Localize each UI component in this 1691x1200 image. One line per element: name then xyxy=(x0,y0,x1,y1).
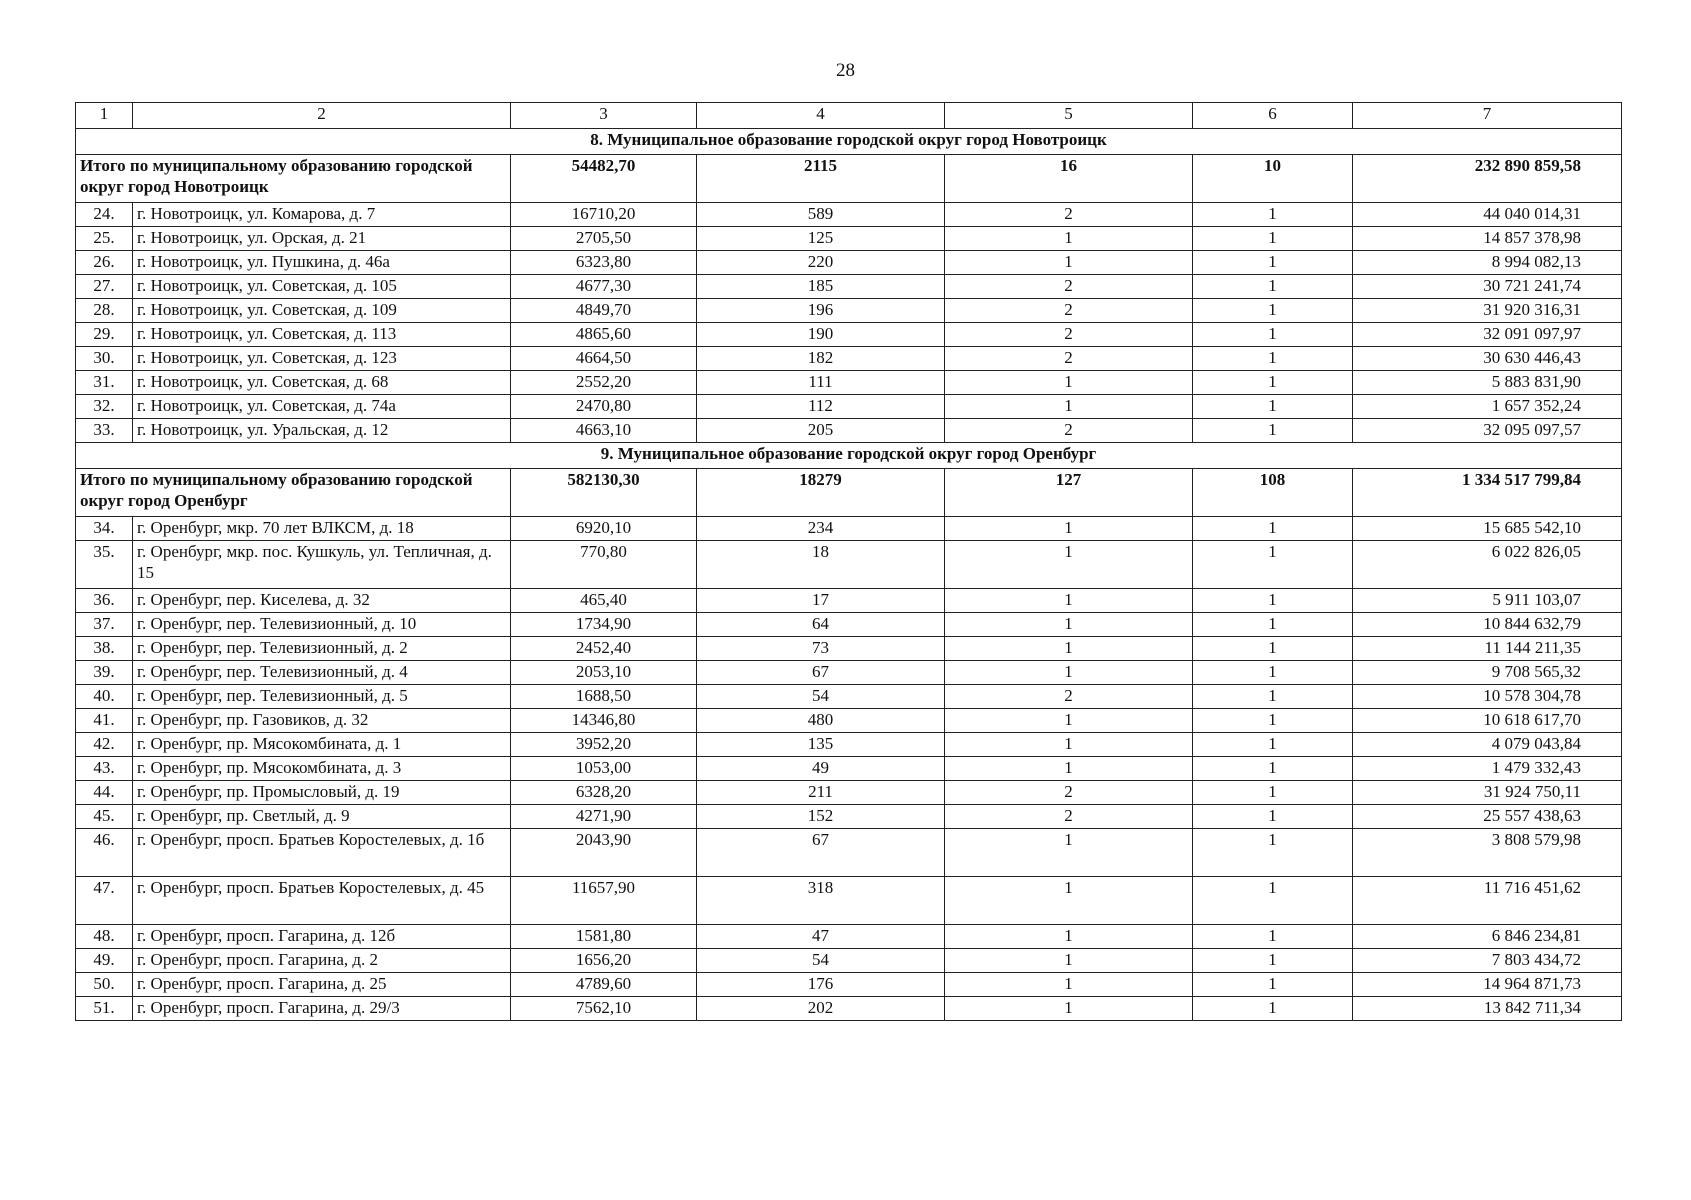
row-col5: 1 xyxy=(945,371,1193,395)
row-col6: 1 xyxy=(1193,757,1353,781)
row-number: 41. xyxy=(76,709,133,733)
row-sum: 11 144 211,35 xyxy=(1353,637,1622,661)
row-col4: 234 xyxy=(697,517,945,541)
row-number: 29. xyxy=(76,323,133,347)
table-row xyxy=(76,757,1622,781)
row-sum: 10 844 632,79 xyxy=(1353,613,1622,637)
row-number: 31. xyxy=(76,371,133,395)
row-col4: 589 xyxy=(697,203,945,227)
row-sum: 15 685 542,10 xyxy=(1353,517,1622,541)
row-address: г. Оренбург, пер. Телевизионный, д. 4 xyxy=(133,661,511,685)
table-row xyxy=(76,637,1622,661)
table-row xyxy=(76,685,1622,709)
row-area: 1734,90 xyxy=(511,613,697,637)
row-col4: 125 xyxy=(697,227,945,251)
row-col5: 2 xyxy=(945,419,1193,443)
row-col4: 47 xyxy=(697,925,945,949)
row-address: г. Оренбург, просп. Гагарина, д. 29/3 xyxy=(133,997,511,1021)
page-number: 28 xyxy=(836,60,855,81)
row-col6: 1 xyxy=(1193,323,1353,347)
header-cell: 2 xyxy=(133,103,511,129)
row-sum: 6 022 826,05 xyxy=(1353,541,1622,589)
row-col5: 2 xyxy=(945,805,1193,829)
row-number: 40. xyxy=(76,685,133,709)
row-col5: 1 xyxy=(945,227,1193,251)
row-number: 34. xyxy=(76,517,133,541)
row-col5: 2 xyxy=(945,275,1193,299)
table-row xyxy=(76,949,1622,973)
row-col6: 1 xyxy=(1193,371,1353,395)
row-col5: 1 xyxy=(945,709,1193,733)
row-area: 4677,30 xyxy=(511,275,697,299)
row-col4: 480 xyxy=(697,709,945,733)
row-number: 37. xyxy=(76,613,133,637)
row-col6: 1 xyxy=(1193,949,1353,973)
row-number: 47. xyxy=(76,877,133,925)
row-col4: 112 xyxy=(697,395,945,419)
row-col4: 135 xyxy=(697,733,945,757)
total-sum: 232 890 859,58 xyxy=(1353,155,1622,203)
row-number: 43. xyxy=(76,757,133,781)
row-sum: 30 721 241,74 xyxy=(1353,275,1622,299)
row-number: 38. xyxy=(76,637,133,661)
row-area: 2470,80 xyxy=(511,395,697,419)
table-row xyxy=(76,709,1622,733)
section-total-row xyxy=(76,469,1622,517)
row-col4: 182 xyxy=(697,347,945,371)
table-row xyxy=(76,419,1622,443)
row-sum: 10 578 304,78 xyxy=(1353,685,1622,709)
row-col4: 318 xyxy=(697,877,945,925)
row-address: г. Новотроицк, ул. Уральская, д. 12 xyxy=(133,419,511,443)
row-sum: 5 883 831,90 xyxy=(1353,371,1622,395)
row-number: 28. xyxy=(76,299,133,323)
row-col6: 1 xyxy=(1193,781,1353,805)
row-col6: 1 xyxy=(1193,973,1353,997)
row-col6: 1 xyxy=(1193,275,1353,299)
row-number: 32. xyxy=(76,395,133,419)
row-area: 6323,80 xyxy=(511,251,697,275)
table-row xyxy=(76,275,1622,299)
header-cell: 1 xyxy=(76,103,133,129)
row-col6: 1 xyxy=(1193,541,1353,589)
row-sum: 44 040 014,31 xyxy=(1353,203,1622,227)
table-row xyxy=(76,347,1622,371)
table-row xyxy=(76,805,1622,829)
header-cell: 7 xyxy=(1353,103,1622,129)
row-col6: 1 xyxy=(1193,709,1353,733)
table-row xyxy=(76,589,1622,613)
table-row xyxy=(76,517,1622,541)
row-area: 6920,10 xyxy=(511,517,697,541)
row-col6: 1 xyxy=(1193,517,1353,541)
row-address: г. Оренбург, пер. Киселева, д. 32 xyxy=(133,589,511,613)
row-area: 2043,90 xyxy=(511,829,697,877)
row-col5: 1 xyxy=(945,757,1193,781)
row-sum: 30 630 446,43 xyxy=(1353,347,1622,371)
row-col4: 17 xyxy=(697,589,945,613)
row-area: 14346,80 xyxy=(511,709,697,733)
row-area: 4865,60 xyxy=(511,323,697,347)
table-row xyxy=(76,299,1622,323)
row-col5: 1 xyxy=(945,251,1193,275)
row-col6: 1 xyxy=(1193,203,1353,227)
row-col4: 67 xyxy=(697,661,945,685)
row-number: 27. xyxy=(76,275,133,299)
row-address: г. Новотроицк, ул. Комарова, д. 7 xyxy=(133,203,511,227)
row-address: г. Оренбург, просп. Гагарина, д. 25 xyxy=(133,973,511,997)
row-area: 1656,20 xyxy=(511,949,697,973)
row-col6: 1 xyxy=(1193,661,1353,685)
row-col5: 1 xyxy=(945,395,1193,419)
row-col4: 49 xyxy=(697,757,945,781)
row-col4: 220 xyxy=(697,251,945,275)
table-row xyxy=(76,997,1622,1021)
row-col4: 64 xyxy=(697,613,945,637)
row-col6: 1 xyxy=(1193,613,1353,637)
row-area: 2452,40 xyxy=(511,637,697,661)
row-col6: 1 xyxy=(1193,299,1353,323)
row-number: 35. xyxy=(76,541,133,589)
total-area: 582130,30 xyxy=(511,469,697,517)
table-row xyxy=(76,661,1622,685)
table-row xyxy=(76,395,1622,419)
row-sum: 31 920 316,31 xyxy=(1353,299,1622,323)
row-address: г. Оренбург, просп. Братьев Коростелевых, д. 1б xyxy=(133,829,511,877)
row-col4: 205 xyxy=(697,419,945,443)
table-row xyxy=(76,323,1622,347)
row-address: г. Оренбург, пр. Газовиков, д. 32 xyxy=(133,709,511,733)
row-address: г. Оренбург, пер. Телевизионный, д. 2 xyxy=(133,637,511,661)
section-title: 9. Муниципальное образование городской округ город Оренбург xyxy=(76,443,1622,469)
table-row xyxy=(76,613,1622,637)
row-area: 4271,90 xyxy=(511,805,697,829)
row-sum: 14 964 871,73 xyxy=(1353,973,1622,997)
row-number: 46. xyxy=(76,829,133,877)
total-sum: 1 334 517 799,84 xyxy=(1353,469,1622,517)
row-number: 49. xyxy=(76,949,133,973)
row-number: 36. xyxy=(76,589,133,613)
total-label: Итого по муниципальному образованию городской округ город Оренбург xyxy=(76,469,511,517)
row-col6: 1 xyxy=(1193,925,1353,949)
row-sum: 8 994 082,13 xyxy=(1353,251,1622,275)
total-col6: 108 xyxy=(1193,469,1353,517)
total-col4: 18279 xyxy=(697,469,945,517)
total-col5: 127 xyxy=(945,469,1193,517)
total-col5: 16 xyxy=(945,155,1193,203)
row-number: 42. xyxy=(76,733,133,757)
row-number: 44. xyxy=(76,781,133,805)
row-address: г. Новотроицк, ул. Советская, д. 68 xyxy=(133,371,511,395)
row-col5: 1 xyxy=(945,589,1193,613)
table-row xyxy=(76,877,1622,925)
row-sum: 32 091 097,97 xyxy=(1353,323,1622,347)
row-col4: 211 xyxy=(697,781,945,805)
row-number: 33. xyxy=(76,419,133,443)
row-col5: 2 xyxy=(945,685,1193,709)
row-col5: 1 xyxy=(945,541,1193,589)
row-col6: 1 xyxy=(1193,347,1353,371)
section-heading-row xyxy=(76,129,1622,155)
row-area: 6328,20 xyxy=(511,781,697,805)
row-area: 4664,50 xyxy=(511,347,697,371)
total-label: Итого по муниципальному образованию городской округ город Новотроицк xyxy=(76,155,511,203)
section-heading-row xyxy=(76,443,1622,469)
total-col6: 10 xyxy=(1193,155,1353,203)
data-table xyxy=(75,102,1622,1021)
row-address: г. Новотроицк, ул. Советская, д. 74а xyxy=(133,395,511,419)
row-number: 39. xyxy=(76,661,133,685)
row-col4: 185 xyxy=(697,275,945,299)
row-number: 26. xyxy=(76,251,133,275)
row-col5: 1 xyxy=(945,829,1193,877)
row-sum: 3 808 579,98 xyxy=(1353,829,1622,877)
row-col4: 196 xyxy=(697,299,945,323)
row-col6: 1 xyxy=(1193,805,1353,829)
row-col5: 1 xyxy=(945,925,1193,949)
row-area: 4789,60 xyxy=(511,973,697,997)
row-number: 25. xyxy=(76,227,133,251)
row-sum: 6 846 234,81 xyxy=(1353,925,1622,949)
row-col5: 2 xyxy=(945,323,1193,347)
row-address: г. Оренбург, пер. Телевизионный, д. 5 xyxy=(133,685,511,709)
row-col5: 2 xyxy=(945,347,1193,371)
header-cell: 4 xyxy=(697,103,945,129)
row-number: 45. xyxy=(76,805,133,829)
row-col6: 1 xyxy=(1193,829,1353,877)
row-number: 51. xyxy=(76,997,133,1021)
row-col5: 1 xyxy=(945,973,1193,997)
row-sum: 4 079 043,84 xyxy=(1353,733,1622,757)
row-col5: 2 xyxy=(945,781,1193,805)
row-sum: 5 911 103,07 xyxy=(1353,589,1622,613)
row-area: 4663,10 xyxy=(511,419,697,443)
table-row xyxy=(76,925,1622,949)
table-row xyxy=(76,973,1622,997)
row-address: г. Оренбург, пер. Телевизионный, д. 10 xyxy=(133,613,511,637)
row-address: г. Оренбург, просп. Гагарина, д. 2 xyxy=(133,949,511,973)
row-area: 1688,50 xyxy=(511,685,697,709)
header-cell: 3 xyxy=(511,103,697,129)
row-address: г. Оренбург, пр. Мясокомбината, д. 3 xyxy=(133,757,511,781)
row-sum: 10 618 617,70 xyxy=(1353,709,1622,733)
row-col6: 1 xyxy=(1193,733,1353,757)
row-col6: 1 xyxy=(1193,589,1353,613)
row-address: г. Новотроицк, ул. Советская, д. 123 xyxy=(133,347,511,371)
row-address: г. Оренбург, пр. Мясокомбината, д. 1 xyxy=(133,733,511,757)
row-col4: 18 xyxy=(697,541,945,589)
row-area: 1053,00 xyxy=(511,757,697,781)
row-col5: 1 xyxy=(945,733,1193,757)
table-row xyxy=(76,829,1622,877)
row-col6: 1 xyxy=(1193,251,1353,275)
row-sum: 11 716 451,62 xyxy=(1353,877,1622,925)
table-row xyxy=(76,371,1622,395)
row-col5: 1 xyxy=(945,997,1193,1021)
row-area: 770,80 xyxy=(511,541,697,589)
table-row xyxy=(76,733,1622,757)
row-number: 48. xyxy=(76,925,133,949)
table-row xyxy=(76,251,1622,275)
row-col5: 1 xyxy=(945,949,1193,973)
total-col4: 2115 xyxy=(697,155,945,203)
row-area: 1581,80 xyxy=(511,925,697,949)
row-area: 2053,10 xyxy=(511,661,697,685)
row-number: 30. xyxy=(76,347,133,371)
row-col4: 176 xyxy=(697,973,945,997)
row-sum: 25 557 438,63 xyxy=(1353,805,1622,829)
row-col5: 1 xyxy=(945,613,1193,637)
row-address: г. Новотроицк, ул. Орская, д. 21 xyxy=(133,227,511,251)
row-col4: 67 xyxy=(697,829,945,877)
header-cell: 5 xyxy=(945,103,1193,129)
row-col5: 1 xyxy=(945,661,1193,685)
row-col5: 1 xyxy=(945,877,1193,925)
row-area: 11657,90 xyxy=(511,877,697,925)
header-row xyxy=(76,103,1622,129)
row-address: г. Новотроицк, ул. Пушкина, д. 46а xyxy=(133,251,511,275)
row-col6: 1 xyxy=(1193,637,1353,661)
row-sum: 9 708 565,32 xyxy=(1353,661,1622,685)
row-address: г. Новотроицк, ул. Советская, д. 105 xyxy=(133,275,511,299)
table-row xyxy=(76,227,1622,251)
row-address: г. Оренбург, просп. Гагарина, д. 12б xyxy=(133,925,511,949)
row-col4: 73 xyxy=(697,637,945,661)
row-address: г. Оренбург, мкр. 70 лет ВЛКСМ, д. 18 xyxy=(133,517,511,541)
row-address: г. Оренбург, пр. Промысловый, д. 19 xyxy=(133,781,511,805)
row-sum: 14 857 378,98 xyxy=(1353,227,1622,251)
row-address: г. Оренбург, просп. Братьев Коростелевых, д. 45 xyxy=(133,877,511,925)
row-number: 24. xyxy=(76,203,133,227)
row-number: 50. xyxy=(76,973,133,997)
row-col6: 1 xyxy=(1193,685,1353,709)
row-col4: 202 xyxy=(697,997,945,1021)
row-col6: 1 xyxy=(1193,395,1353,419)
total-area: 54482,70 xyxy=(511,155,697,203)
row-col6: 1 xyxy=(1193,419,1353,443)
row-col6: 1 xyxy=(1193,227,1353,251)
row-col6: 1 xyxy=(1193,997,1353,1021)
row-sum: 13 842 711,34 xyxy=(1353,997,1622,1021)
section-total-row xyxy=(76,155,1622,203)
row-area: 2552,20 xyxy=(511,371,697,395)
row-address: г. Новотроицк, ул. Советская, д. 113 xyxy=(133,323,511,347)
table-row xyxy=(76,781,1622,805)
section-title: 8. Муниципальное образование городской округ город Новотроицк xyxy=(76,129,1622,155)
row-area: 4849,70 xyxy=(511,299,697,323)
row-col4: 54 xyxy=(697,949,945,973)
row-col4: 190 xyxy=(697,323,945,347)
row-col6: 1 xyxy=(1193,877,1353,925)
row-sum: 31 924 750,11 xyxy=(1353,781,1622,805)
row-address: г. Оренбург, мкр. пос. Кушкуль, ул. Тепличная, д. 15 xyxy=(133,541,511,589)
table-row xyxy=(76,541,1622,589)
row-address: г. Новотроицк, ул. Советская, д. 109 xyxy=(133,299,511,323)
row-address: г. Оренбург, пр. Светлый, д. 9 xyxy=(133,805,511,829)
row-col5: 2 xyxy=(945,203,1193,227)
row-area: 2705,50 xyxy=(511,227,697,251)
row-col5: 2 xyxy=(945,299,1193,323)
header-cell: 6 xyxy=(1193,103,1353,129)
row-area: 16710,20 xyxy=(511,203,697,227)
row-area: 465,40 xyxy=(511,589,697,613)
row-col5: 1 xyxy=(945,517,1193,541)
row-area: 7562,10 xyxy=(511,997,697,1021)
table-row xyxy=(76,203,1622,227)
row-sum: 1 657 352,24 xyxy=(1353,395,1622,419)
row-col4: 152 xyxy=(697,805,945,829)
row-sum: 1 479 332,43 xyxy=(1353,757,1622,781)
row-area: 3952,20 xyxy=(511,733,697,757)
row-sum: 7 803 434,72 xyxy=(1353,949,1622,973)
row-col4: 111 xyxy=(697,371,945,395)
row-col4: 54 xyxy=(697,685,945,709)
row-sum: 32 095 097,57 xyxy=(1353,419,1622,443)
row-col5: 1 xyxy=(945,637,1193,661)
